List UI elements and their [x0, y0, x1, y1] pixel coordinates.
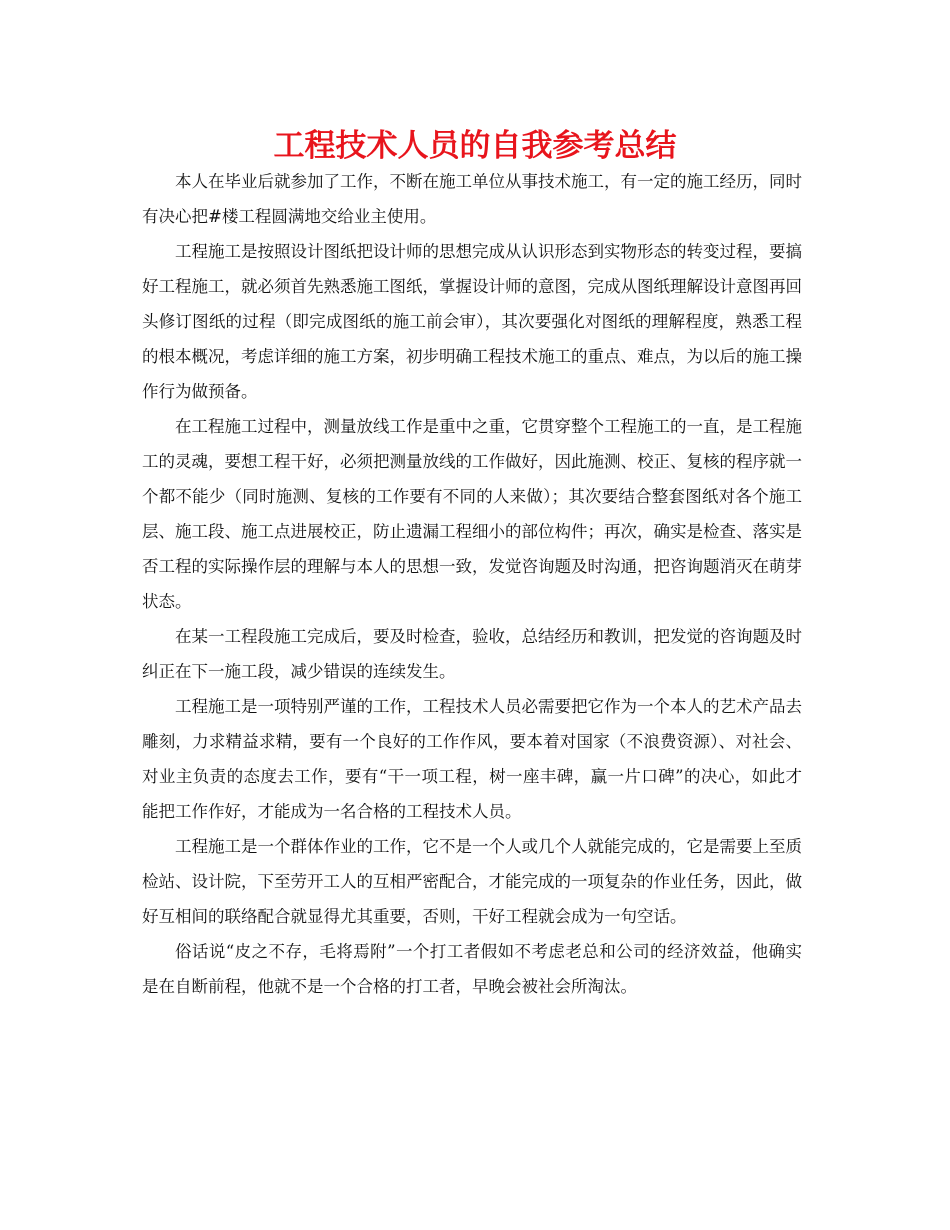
paragraph-3: 在工程施工过程中，测量放线工作是重中之重，它贯穿整个工程施工的一直，是工程施工的灵魂，要想工程干好，必须把测量放线的工作做好，因此施测、校正、复核的程序就一个都不能少（同时施测、复核的工作要有不同的人来做）；其次要结合整套图纸对各个施工层、施工段、施工点进展校正，防止遗漏工程细小的部位构件；再次，确实是检查、落实是否工程的实际操作层的理解与本人的思想一致，发觉咨询题及时沟通，把咨询题消灭在萌芽状态。 [142, 417, 802, 611]
paragraph-7: 俗话说“皮之不存，毛将焉附”一个打工者假如不考虑老总和公司的经济效益，他确实是在自断前程，他就不是一个合格的打工者，早晚会被社会所淘汰。 [142, 942, 802, 996]
paragraph-4: 在某一工程段施工完成后，要及时检查，验收，总结经历和教训，把发觉的咨询题及时纠正在下一施工段，减少错误的连续发生。 [142, 627, 802, 681]
document-body [142, 164, 802, 1004]
paragraph-2: 工程施工是按照设计图纸把设计师的思想完成从认识形态到实物形态的转变过程，要搞好工程施工，就必须首先熟悉施工图纸，掌握设计师的意图，完成从图纸理解设计意图再回头修订图纸的过程（即完成图纸的施工前会审），其次要强化对图纸的理解程度，熟悉工程的根本概况，考虑详细的施工方案，初步明确工程技术施工的重点、难点，为以后的施工操作行为做预备。 [142, 242, 802, 401]
paragraph-5: 工程施工是一项特别严谨的工作，工程技术人员必需要把它作为一个本人的艺术产品去雕刻，力求精益求精，要有一个良好的工作作风，要本着对国家（不浪费资源）、对社会、对业主负责的态度去工作，要有“干一项工程，树一座丰碑，赢一片口碑”的决心，如此才能把工作作好，才能成为一名合格的工程技术人员。 [142, 697, 802, 821]
paragraph-6: 工程施工是一个群体作业的工作，它不是一个人或几个人就能完成的，它是需要上至质检站、设计院，下至劳开工人的互相严密配合，才能完成的一项复杂的作业任务，因此，做好互相间的联络配合就显得尤其重要，否则，干好工程就会成为一句空话。 [142, 837, 802, 926]
paragraph-1: 本人在毕业后就参加了工作，不断在施工单位从事技术施工，有一定的施工经历，同时有决心把#楼工程圆满地交给业主使用。 [142, 172, 802, 226]
document-title: 工程技术人员的自我参考总结 [273, 128, 677, 164]
